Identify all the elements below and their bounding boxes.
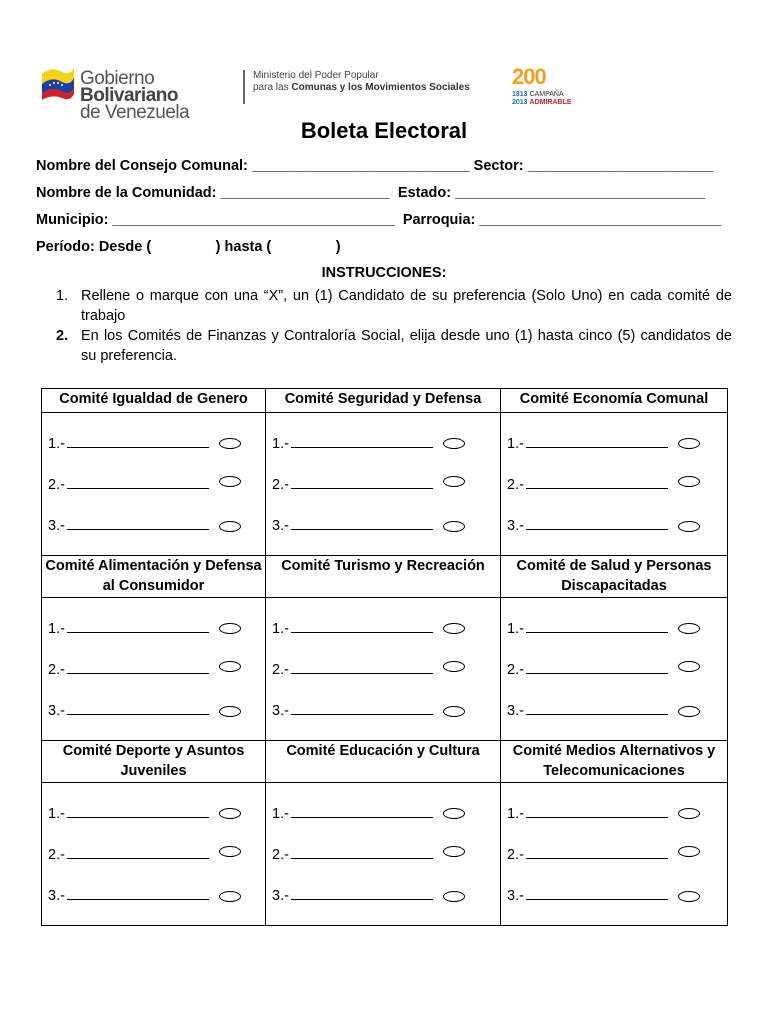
candidate-number: 3.- [507, 518, 524, 534]
vote-oval-icon[interactable] [219, 706, 241, 717]
candidate-number: 2.- [272, 847, 289, 863]
candidate-line[interactable] [48, 846, 209, 863]
candidate-list [42, 783, 266, 926]
candidate-line[interactable] [48, 702, 209, 719]
field-comunidad[interactable]: Nombre de la Comunidad: _____________________ Estado: _______________________________ [36, 185, 706, 201]
candidate-number: 1.- [48, 436, 65, 452]
committee-title: Comité Turismo y Recreación [266, 556, 501, 598]
candidate-number: 1.- [48, 806, 65, 822]
candidate-list [501, 598, 728, 741]
committee-title: Comité Medios Alternativos y Telecomunicaciones [501, 741, 728, 783]
committee-title: Comité Economía Comunal [501, 389, 728, 413]
candidate-name-blank[interactable] [526, 476, 668, 489]
candidate-name-blank[interactable] [291, 887, 433, 900]
candidate-number: 3.- [272, 888, 289, 904]
candidate-line[interactable] [272, 435, 433, 452]
candidate-list [266, 598, 501, 741]
vote-oval-icon[interactable] [443, 521, 465, 532]
candidate-number: 3.- [48, 888, 65, 904]
candidate-name-blank[interactable] [526, 661, 668, 674]
candidate-number: 3.- [272, 703, 289, 719]
vote-oval-icon[interactable] [678, 476, 700, 487]
venezuela-flag-icon [40, 64, 76, 100]
instructions-title: INSTRUCCIONES: [321, 265, 447, 281]
candidate-line[interactable] [272, 476, 433, 493]
vote-oval-icon[interactable] [219, 808, 241, 819]
vote-oval-icon[interactable] [443, 623, 465, 634]
candidate-name-blank[interactable] [67, 620, 209, 633]
vote-oval-icon[interactable] [443, 476, 465, 487]
field-consejo-comunal[interactable]: Nombre del Consejo Comunal: ___________________________ Sector: _______________________ [36, 158, 714, 174]
candidate-name-blank[interactable] [291, 620, 433, 633]
candidate-list [42, 413, 266, 556]
candidate-name-blank[interactable] [67, 435, 209, 448]
candidate-line[interactable] [48, 620, 209, 637]
vote-oval-icon[interactable] [678, 661, 700, 672]
candidate-line[interactable] [507, 435, 668, 452]
candidate-line[interactable] [48, 476, 209, 493]
committee-title: Comité Igualdad de Genero [42, 389, 266, 413]
candidate-line[interactable] [48, 435, 209, 452]
candidate-line[interactable] [507, 661, 668, 678]
candidate-name-blank[interactable] [291, 661, 433, 674]
vote-oval-icon[interactable] [443, 808, 465, 819]
candidate-name-blank[interactable] [291, 805, 433, 818]
candidate-number: 1.- [272, 436, 289, 452]
vote-oval-icon[interactable] [219, 891, 241, 902]
candidate-name-blank[interactable] [291, 702, 433, 715]
vote-oval-icon[interactable] [678, 438, 700, 449]
candidate-number: 3.- [507, 888, 524, 904]
committee-title: Comité Seguridad y Defensa [266, 389, 501, 413]
candidate-name-blank[interactable] [526, 702, 668, 715]
candidate-number: 1.- [507, 436, 524, 452]
vote-oval-icon[interactable] [678, 623, 700, 634]
candidate-line[interactable] [48, 661, 209, 678]
candidate-line[interactable] [507, 517, 668, 534]
candidate-number: 2.- [507, 662, 524, 678]
campaign-logo: 200 1813 CAMPAÑA 2013 ADMIRABLE [512, 64, 572, 106]
candidate-name-blank[interactable] [291, 476, 433, 489]
candidate-line[interactable] [272, 846, 433, 863]
candidate-list [266, 413, 501, 556]
committee-title: Comité Educación y Cultura [266, 741, 501, 783]
candidate-name-blank[interactable] [526, 517, 668, 530]
candidate-name-blank[interactable] [67, 661, 209, 674]
ballot-table [41, 388, 728, 926]
candidate-number: 3.- [48, 703, 65, 719]
candidate-number: 1.- [507, 806, 524, 822]
candidate-name-blank[interactable] [67, 476, 209, 489]
vote-oval-icon[interactable] [219, 521, 241, 532]
candidate-list [266, 783, 501, 926]
candidate-name-blank[interactable] [291, 846, 433, 859]
candidate-line[interactable] [507, 846, 668, 863]
page-title: Boleta Electoral [300, 118, 468, 143]
vote-oval-icon[interactable] [678, 891, 700, 902]
candidate-name-blank[interactable] [291, 517, 433, 530]
candidate-name-blank[interactable] [67, 517, 209, 530]
vote-oval-icon[interactable] [678, 521, 700, 532]
candidate-number: 2.- [272, 477, 289, 493]
candidate-line[interactable] [507, 805, 668, 822]
candidate-number: 3.- [272, 518, 289, 534]
candidate-line[interactable] [272, 517, 433, 534]
candidate-number: 1.- [272, 806, 289, 822]
candidate-line[interactable] [507, 702, 668, 719]
candidate-number: 2.- [48, 662, 65, 678]
committee-title: Comité Deporte y Asuntos Juveniles [42, 741, 266, 783]
candidate-name-blank[interactable] [67, 805, 209, 818]
candidate-line[interactable] [272, 661, 433, 678]
vote-oval-icon[interactable] [443, 661, 465, 672]
candidate-name-blank[interactable] [526, 805, 668, 818]
candidate-name-blank[interactable] [526, 620, 668, 633]
vote-oval-icon[interactable] [678, 706, 700, 717]
ministry-name: Ministerio del Poder Popular para las Comunas y los Movimientos Sociales [243, 70, 470, 104]
candidate-line[interactable] [48, 887, 209, 904]
candidate-line[interactable] [272, 620, 433, 637]
vote-oval-icon[interactable] [443, 438, 465, 449]
candidate-number: 2.- [507, 477, 524, 493]
candidate-name-blank[interactable] [526, 846, 668, 859]
vote-oval-icon[interactable] [219, 661, 241, 672]
candidate-list [501, 783, 728, 926]
instruction-item: 1. Rellene o marque con una “X”, un (1) Candidato de su preferencia (Solo Uno) en cada comité de trabajo [56, 288, 732, 324]
candidate-name-blank[interactable] [67, 887, 209, 900]
committee-title: Comité Alimentación y Defensa al Consumidor [42, 556, 266, 598]
vote-oval-icon[interactable] [443, 846, 465, 857]
instruction-item: 2. En los Comités de Finanzas y Contraloría Social, elija desde uno (1) hasta cinco (5) candidatos de su preferencia. [56, 328, 732, 364]
candidate-line[interactable] [507, 620, 668, 637]
government-logo [40, 64, 240, 123]
government-name: Gobierno Bolivariano de Venezuela [80, 68, 190, 123]
candidate-list [42, 598, 266, 741]
vote-oval-icon[interactable] [678, 808, 700, 819]
candidate-line[interactable] [272, 702, 433, 719]
vote-oval-icon[interactable] [219, 623, 241, 634]
committee-title: Comité de Salud y Personas Discapacitadas [501, 556, 728, 598]
vote-oval-icon[interactable] [443, 706, 465, 717]
candidate-number: 3.- [507, 703, 524, 719]
candidate-number: 1.- [272, 621, 289, 637]
vote-oval-icon[interactable] [678, 846, 700, 857]
document-header [40, 60, 600, 123]
candidate-number: 2.- [48, 847, 65, 863]
candidate-number: 3.- [48, 518, 65, 534]
candidate-number: 2.- [48, 477, 65, 493]
candidate-name-blank[interactable] [67, 846, 209, 859]
candidate-line[interactable] [48, 805, 209, 822]
candidate-number: 1.- [48, 621, 65, 637]
candidate-line[interactable] [272, 887, 433, 904]
candidate-line[interactable] [507, 476, 668, 493]
candidate-line[interactable] [48, 517, 209, 534]
candidate-line[interactable] [272, 805, 433, 822]
vote-oval-icon[interactable] [219, 846, 241, 857]
vote-oval-icon[interactable] [219, 438, 241, 449]
vote-oval-icon[interactable] [443, 891, 465, 902]
candidate-number: 1.- [507, 621, 524, 637]
vote-oval-icon[interactable] [219, 476, 241, 487]
candidate-list [501, 413, 728, 556]
field-periodo[interactable]: Período: Desde ( ) hasta ( ) [36, 239, 341, 255]
candidate-name-blank[interactable] [67, 702, 209, 715]
field-municipio[interactable]: Municipio: ___________________________________ Parroquia: ______________________________ [36, 212, 722, 228]
candidate-name-blank[interactable] [291, 435, 433, 448]
candidate-name-blank[interactable] [526, 435, 668, 448]
candidate-number: 2.- [272, 662, 289, 678]
candidate-number: 2.- [507, 847, 524, 863]
candidate-line[interactable] [507, 887, 668, 904]
candidate-name-blank[interactable] [526, 887, 668, 900]
